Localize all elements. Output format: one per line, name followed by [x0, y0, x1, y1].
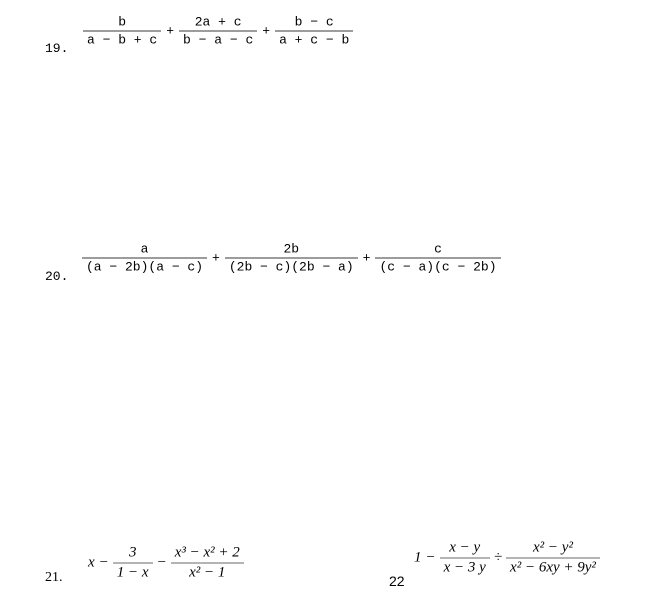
denominator: (c − a)(c − 2b)	[379, 259, 497, 275]
fraction	[113, 544, 153, 583]
denominator: x² − 6xy + 9y²	[510, 559, 596, 576]
numerator: b	[83, 14, 161, 32]
denominator: a + c − b	[279, 32, 350, 48]
minus-operator: −	[425, 549, 436, 566]
fraction	[375, 241, 500, 276]
fraction	[171, 544, 244, 583]
numerator: x³ − x² + 2	[171, 544, 244, 564]
problem-20-expression	[82, 241, 501, 276]
problem-22-number: 22	[389, 573, 405, 589]
problem-21-number: 21.	[45, 570, 63, 585]
fraction	[179, 14, 257, 49]
plus-operator: +	[262, 23, 271, 39]
fraction	[275, 14, 353, 49]
problem-20-number: 20.	[45, 269, 69, 284]
problem-21-expression	[88, 544, 244, 583]
denominator: 1 − x	[116, 564, 149, 581]
plus-operator: +	[362, 250, 371, 266]
problem-19-expression	[83, 14, 353, 49]
plus-operator: +	[166, 23, 175, 39]
problem-19-number: 19.	[45, 41, 69, 56]
denominator: (2b − c)(2b − a)	[228, 259, 354, 275]
numerator: x − y	[440, 539, 490, 559]
denominator: x² − 1	[189, 564, 226, 581]
division-operator: ÷	[493, 549, 503, 566]
fraction	[82, 241, 207, 276]
numerator: 2a + c	[179, 14, 257, 32]
term: 1	[414, 549, 422, 566]
fraction	[225, 241, 358, 276]
numerator: b − c	[275, 14, 353, 32]
problem-22-expression	[414, 539, 600, 578]
term: x	[88, 554, 95, 571]
denominator: b − a − c	[183, 32, 254, 48]
numerator: x² − y²	[506, 539, 600, 559]
plus-operator: +	[212, 250, 220, 266]
fraction	[506, 539, 600, 578]
numerator: 2b	[225, 241, 358, 259]
denominator: (a − 2b)(a − c)	[86, 259, 204, 275]
numerator: c	[375, 241, 500, 259]
denominator: a − b + c	[87, 32, 158, 48]
minus-operator: −	[98, 554, 109, 571]
minus-operator: −	[156, 554, 167, 571]
fraction	[83, 14, 161, 49]
fraction	[440, 539, 490, 578]
numerator: 3	[113, 544, 153, 564]
denominator: x − 3 y	[443, 559, 486, 576]
numerator: a	[82, 241, 207, 259]
